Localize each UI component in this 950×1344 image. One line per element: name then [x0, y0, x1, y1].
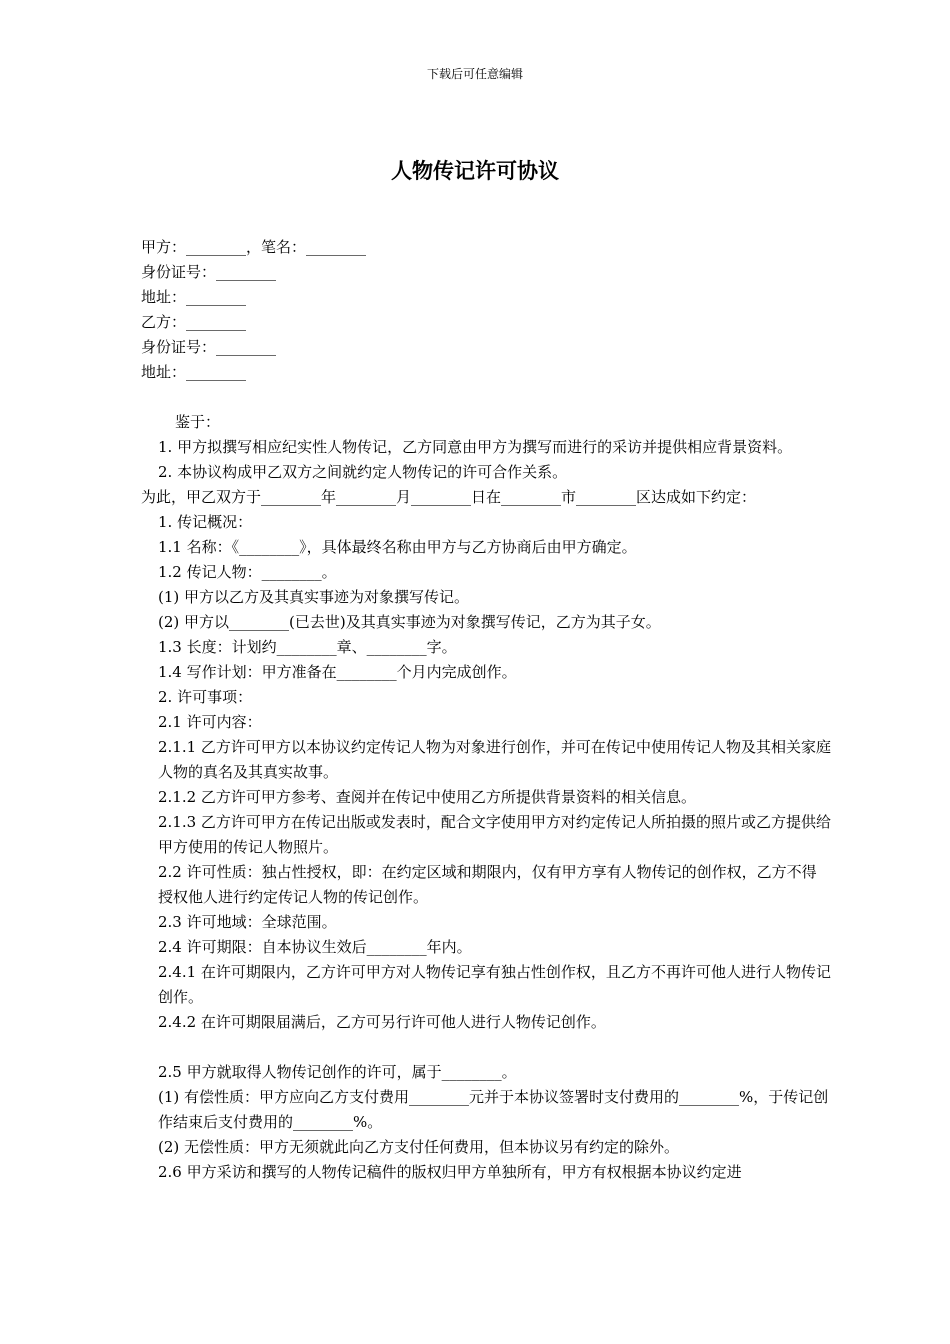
paragraph: (1) 有偿性质：甲方应向乙方支付费用________元并于本协议签署时支付费用的________%，于传记创作结束后支付费用的________%。 — [158, 1088, 829, 1131]
paragraph: 身份证号：________ — [141, 338, 277, 356]
document-title: 人物传记许可协议 — [391, 158, 559, 183]
document-body — [141, 235, 831, 1185]
paragraph: 为此，甲乙双方于________年________月________日在________市________区达成如下约定： — [141, 488, 757, 506]
blank-line — [141, 1035, 831, 1060]
paragraph: 乙方：________ — [141, 313, 247, 331]
paragraph: 2.6 甲方采访和撰写的人物传记稿件的版权归甲方单独所有，甲方有权根据本协议约定进 — [158, 1163, 742, 1181]
paragraph: 1.3 长度：计划约________章、________字。 — [158, 638, 457, 656]
paragraph: 2.4.2 在许可期限届满后，乙方可另行许可他人进行人物传记创作。 — [158, 1013, 606, 1031]
paragraph: (2) 无偿性质：甲方无须就此向乙方支付任何费用，但本协议另有约定的除外。 — [158, 1138, 680, 1156]
paragraph: 2.4.1 在许可期限内，乙方许可甲方对人物传记享有独占性创作权，且乙方不再许可他人进行人物传记创作。 — [158, 963, 831, 1006]
paragraph: 1.1 名称：《________》，具体最终名称由甲方与乙方协商后由甲方确定。 — [158, 538, 637, 556]
paragraph: 1.4 写作计划：甲方准备在________个月内完成创作。 — [158, 663, 517, 681]
paragraph: (1) 甲方以乙方及其真实事迹为对象撰写传记。 — [158, 588, 470, 606]
paragraph: 2.1.3 乙方许可甲方在传记出版或发表时，配合文字使用甲方对约定传记人所拍摄的照片或乙方提供给甲方使用的传记人物照片。 — [158, 813, 831, 856]
paragraph: 地址：________ — [141, 288, 247, 306]
paragraph: 2.4 许可期限：自本协议生效后________年内。 — [158, 938, 472, 956]
paragraph: 2.2 许可性质：独占性授权，即：在约定区域和期限内，仅有甲方享有人物传记的创作权，乙方不得授权他人进行约定传记人物的传记创作。 — [158, 863, 817, 906]
blank-line — [141, 385, 831, 410]
paragraph: 2.5 甲方就取得人物传记创作的许可，属于________。 — [158, 1063, 517, 1081]
paragraph: 鉴于： — [175, 413, 221, 431]
paragraph: 1. 传记概况： — [158, 513, 253, 531]
paragraph: 2.1.2 乙方许可甲方参考、查阅并在传记中使用乙方所提供背景资料的相关信息。 — [158, 788, 696, 806]
paragraph: 2.1.1 乙方许可甲方以本协议约定传记人物为对象进行创作，并可在传记中使用传记人物及其相关家庭人物的真名及其真实故事。 — [158, 738, 831, 781]
paragraph: (2) 甲方以________(已去世)及其真实事迹为对象撰写传记，乙方为其子女。 — [158, 613, 661, 631]
page-header: 下载后可任意编辑 — [426, 67, 523, 81]
paragraph: 1. 甲方拟撰写相应纪实性人物传记，乙方同意由甲方为撰写而进行的采访并提供相应背景资料。 — [158, 438, 793, 456]
paragraph: 2.3 许可地域：全球范围。 — [158, 913, 337, 931]
paragraph: 2. 许可事项： — [158, 688, 253, 706]
paragraph: 甲方：________，笔名：________ — [141, 238, 367, 256]
paragraph: 2.1 许可内容： — [158, 713, 262, 731]
paragraph: 1.2 传记人物：________。 — [158, 563, 337, 581]
paragraph: 2. 本协议构成甲乙双方之间就约定人物传记的许可合作关系。 — [158, 463, 568, 481]
paragraph: 身份证号：________ — [141, 263, 277, 281]
paragraph: 地址：________ — [141, 363, 247, 381]
